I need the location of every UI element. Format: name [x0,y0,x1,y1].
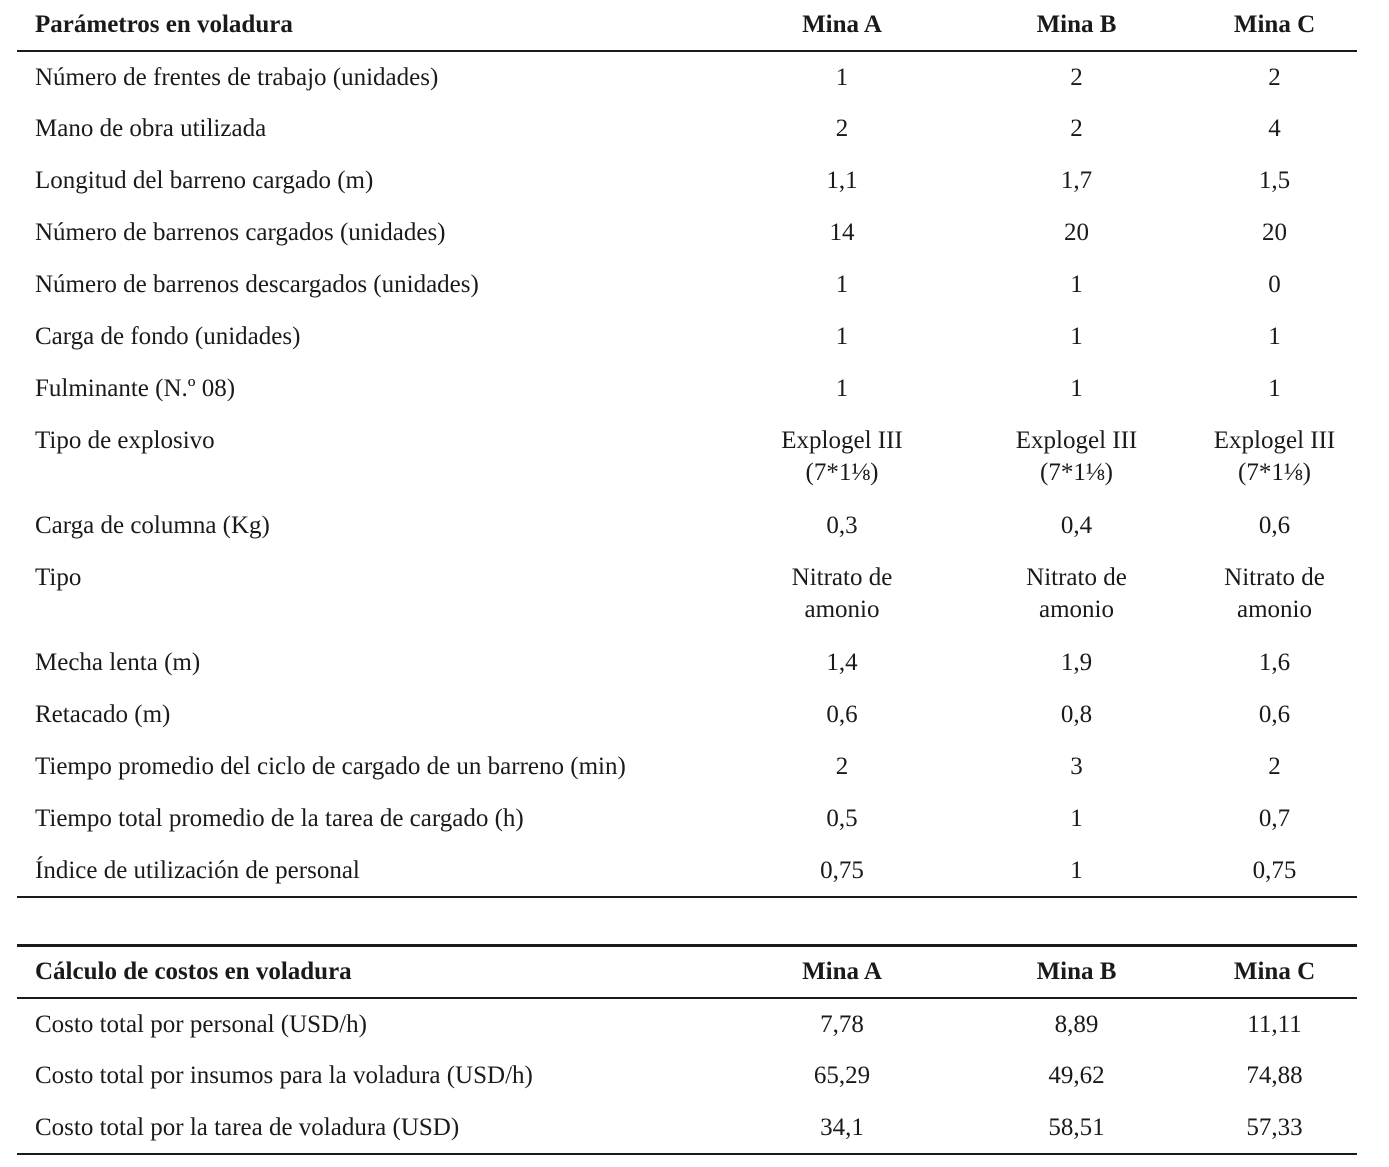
mina-a-value: 0,5 [826,805,858,832]
cell-line: (7*1⅛) [1040,459,1113,486]
blasting-parameters-table [17,0,1357,898]
parameters-body [17,51,1357,897]
cell-line: Explogel III [781,427,903,454]
table-row [17,1050,1357,1102]
table-row [17,103,1357,155]
mina-c-value [1202,552,1357,637]
row-label: Costo total por personal (USD/h) [35,1011,367,1038]
mina-b-value: 0,4 [1060,512,1093,539]
row-label: Índice de utilización de personal [35,857,360,884]
row-label: Tiempo total promedio de la tarea de cargado (h) [35,805,524,832]
mina-c-value: 2 [1268,64,1281,91]
mina-a-value: 14 [829,219,855,246]
cell-line: Nitrato de [1026,564,1127,591]
header-row [17,0,1357,51]
mina-b-value [927,415,1202,500]
cell-line: (7*1⅛) [1238,459,1311,486]
mina-b-value: 2 [1070,115,1083,142]
header-costs: Cálculo de costos en voladura [35,958,352,985]
mina-a-value: 7,78 [820,1011,864,1038]
mina-a-value: 1 [835,375,849,402]
mina-b-value: 2 [1070,64,1083,91]
row-label: Mano de obra utilizada [35,115,267,142]
table-row [17,500,1357,552]
mina-b-value: 0,8 [1060,701,1093,728]
mina-a-value: 1,1 [826,167,858,194]
mina-b-value: 1 [1070,323,1083,350]
row-label: Fulminante (N.º 08) [35,375,236,402]
row-label: Tipo [35,564,82,591]
mina-a-value: 0,3 [826,512,858,539]
mina-c-value: 1,6 [1258,649,1291,676]
cell-line: amonio [804,596,880,623]
mina-b-value: 1 [1070,271,1083,298]
header-mina-a: Mina A [802,958,882,985]
row-label: Tiempo promedio del ciclo de cargado de un barreno (min) [35,753,626,780]
mina-b-value: 49,62 [1048,1062,1105,1089]
mina-b-value [927,552,1202,637]
mina-a-value: 1 [835,64,849,91]
cell-line: (7*1⅛) [805,459,879,486]
table-row [17,793,1357,845]
mina-a-value: 1 [835,271,849,298]
mina-a-value: 1,4 [826,649,858,676]
table-row [17,363,1357,415]
mina-a-value [757,552,927,637]
row-label: Retacado (m) [35,701,171,728]
table-row [17,311,1357,363]
table-row [17,637,1357,689]
mina-b-value: 8,89 [1054,1011,1099,1038]
header-mina-a: Mina A [802,11,882,38]
table-row [17,415,1357,500]
mina-c-value: 1,5 [1258,167,1291,194]
table-row [17,552,1357,637]
row-label: Número de barrenos descargados (unidades) [35,271,479,298]
mina-a-value: 2 [835,753,849,780]
table-row [17,1102,1357,1154]
mina-a-value: 2 [835,115,849,142]
cell-line: Explogel III [1213,427,1336,454]
mina-c-value: 0,6 [1258,701,1291,728]
costs-body [17,998,1357,1154]
table-row [17,689,1357,741]
row-label: Carga de fondo (unidades) [35,323,301,350]
mina-b-value: 1 [1070,857,1083,884]
table-row [17,155,1357,207]
cell-line: Nitrato de [1224,564,1325,591]
mina-c-value: 1 [1268,375,1281,402]
row-label: Número de frentes de trabajo (unidades) [35,64,439,91]
row-label: Número de barrenos cargados (unidades) [35,219,446,246]
mina-a-value: 1 [835,323,849,350]
mina-c-value: 1 [1268,323,1281,350]
table-row [17,207,1357,259]
mina-c-value: 0,75 [1252,857,1297,884]
mina-c-value: 74,88 [1246,1062,1303,1089]
mina-c-value: 4 [1268,115,1281,142]
mina-c-value: 0 [1268,271,1281,298]
row-label: Costo total por la tarea de voladura (USD) [35,1114,460,1141]
table-row [17,741,1357,793]
mina-a-value: 0,6 [826,701,858,728]
mina-c-value [1202,415,1357,500]
mina-b-value: 1 [1070,375,1083,402]
mina-a-value: 65,29 [813,1062,871,1089]
blasting-costs-table [17,944,1357,1155]
header-mina-c: Mina C [1233,958,1316,985]
mina-b-value: 3 [1070,753,1083,780]
mina-c-value: 2 [1268,753,1281,780]
row-label: Tipo de explosivo [35,427,215,454]
mina-b-value: 1 [1070,805,1083,832]
cell-line: amonio [1039,596,1114,623]
cell-line: Nitrato de [791,564,893,591]
table-row [17,998,1357,1050]
mina-a-value: 34,1 [820,1114,864,1141]
mina-c-value: 57,33 [1246,1114,1303,1141]
table-row [17,259,1357,311]
row-label: Mecha lenta (m) [35,649,201,676]
row-label: Costo total por insumos para la voladura (USD/h) [35,1062,533,1089]
mina-c-value: 0,6 [1258,512,1291,539]
header-mina-b: Mina B [1036,958,1117,985]
cell-line: Explogel III [1015,427,1138,454]
mina-a-value: 0,75 [820,857,864,884]
table-row [17,51,1357,103]
row-label: Longitud del barreno cargado (m) [35,167,374,194]
header-mina-b: Mina B [1036,11,1117,38]
mina-b-value: 1,9 [1060,649,1093,676]
row-label: Carga de columna (Kg) [35,512,270,539]
mina-c-value: 11,11 [1247,1011,1302,1038]
mina-b-value: 1,7 [1060,167,1093,194]
mina-c-value: 20 [1262,219,1287,246]
mina-a-value [757,415,927,500]
header-mina-c: Mina C [1233,11,1316,38]
mina-b-value: 58,51 [1048,1114,1105,1141]
mina-c-value: 0,7 [1258,805,1291,832]
header-parameters: Parámetros en voladura [35,11,293,38]
header-row [17,946,1357,999]
mina-b-value: 20 [1064,219,1089,246]
table-row [17,845,1357,897]
cell-line: amonio [1237,596,1312,623]
